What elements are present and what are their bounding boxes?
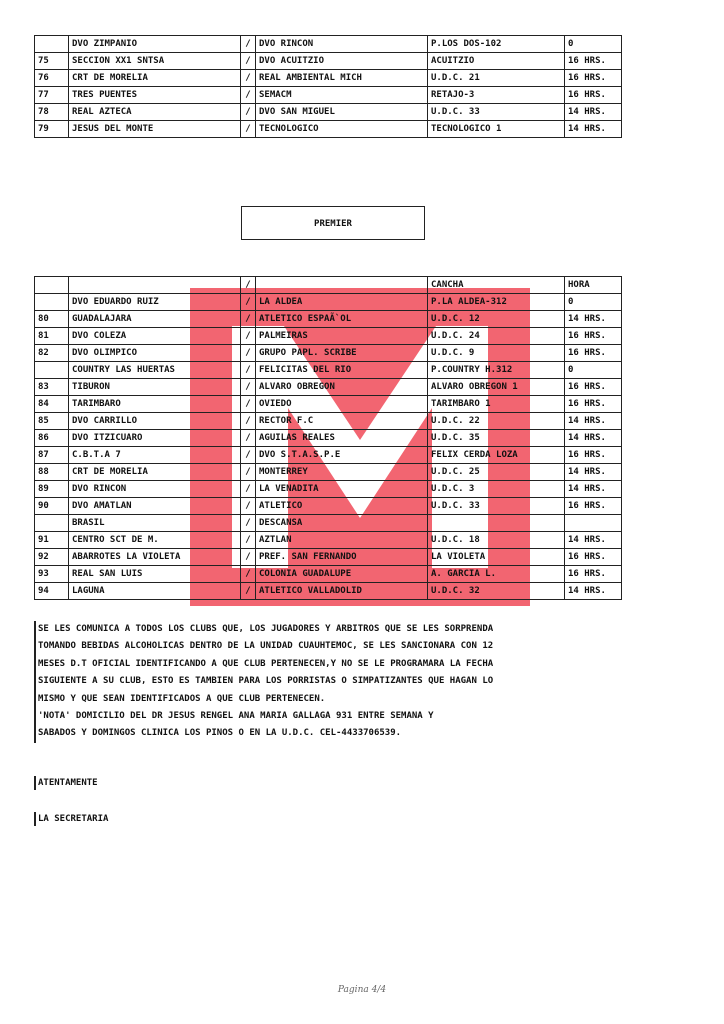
time-cell: 16 HRS. xyxy=(565,70,622,87)
separator-cell: / xyxy=(241,515,256,532)
separator-cell: / xyxy=(241,345,256,362)
away-team-cell: PALMEIRAS xyxy=(256,328,428,345)
field-cell: U.D.C. 35 xyxy=(428,430,565,447)
home-team-cell: ABARROTES LA VIOLETA xyxy=(69,549,241,566)
page-number: Pagina 4/4 xyxy=(337,985,387,995)
time-cell: 0 xyxy=(565,294,622,311)
field-cell: U.D.C. 12 xyxy=(428,311,565,328)
time-cell: 14 HRS. xyxy=(565,413,622,430)
notice-line: SE LES COMUNICA A TODOS LOS CLUBS QUE, LOS JUGADORES Y ARBITROS QUE SE LES SORPRENDA xyxy=(38,624,494,634)
field-cell: U.D.C. 33 xyxy=(428,104,565,121)
away-team-cell: AGUILAS REALES xyxy=(256,430,428,447)
notice-line: MISMO Y QUE SEAN IDENTIFICADOS A QUE CLUB PERTENECEN. xyxy=(38,693,326,704)
home-team-cell: C.B.T.A 7 xyxy=(69,447,241,464)
match-number-cell: 80 xyxy=(35,311,69,328)
match-number-cell xyxy=(35,515,69,532)
table-row xyxy=(35,70,622,87)
time-cell: 16 HRS. xyxy=(565,396,622,413)
away-team-cell xyxy=(256,277,428,294)
field-cell: TARIMBARO 1 xyxy=(428,396,565,413)
home-team-cell: CENTRO SCT DE M. xyxy=(69,532,241,549)
separator-cell: / xyxy=(241,121,256,138)
field-cell: ALVARO OBREGON 1 xyxy=(428,379,565,396)
notice-line: MESES D.T OFICIAL IDENTIFICANDO A QUE CLUB PERTENECEN,Y NO SE LE PROGRAMARA LA FECHA xyxy=(38,658,494,669)
away-team-cell: DVO SAN MIGUEL xyxy=(256,104,428,121)
time-cell: 16 HRS. xyxy=(565,345,622,362)
time-cell xyxy=(565,515,622,532)
table-row xyxy=(35,481,622,498)
notice-line: TOMANDO BEBIDAS ALCOHOLICAS DENTRO DE LA UNIDAD CUAUHTEMOC, SE LES SANCIONARA CON 12 xyxy=(38,641,494,652)
table-row xyxy=(35,345,622,362)
home-team-cell: GUADALAJARA xyxy=(69,311,241,328)
match-number-cell: 92 xyxy=(35,549,69,566)
match-number-cell: 86 xyxy=(35,430,69,447)
away-team-cell: FELICITAS DEL RIO xyxy=(256,362,428,379)
away-team-cell: ATLETICO VALLADOLID xyxy=(256,583,428,600)
time-cell: 0 xyxy=(565,362,622,379)
notice-text xyxy=(34,621,578,743)
table-row xyxy=(35,447,622,464)
separator-cell: / xyxy=(241,464,256,481)
away-team-cell: REAL AMBIENTAL MICH xyxy=(256,70,428,87)
match-number-cell: 85 xyxy=(35,413,69,430)
home-team-cell: REAL SAN LUIS xyxy=(69,566,241,583)
match-number-cell: 93 xyxy=(35,566,69,583)
home-team-cell: CRT DE MORELIA xyxy=(69,70,241,87)
separator-cell: / xyxy=(241,396,256,413)
home-team-cell: DVO ITZICUARO xyxy=(69,430,241,447)
time-cell: 14 HRS. xyxy=(565,583,622,600)
separator-cell: / xyxy=(241,87,256,104)
time-cell: HORA xyxy=(565,277,622,294)
home-team-cell xyxy=(69,277,241,294)
time-cell: 16 HRS. xyxy=(565,549,622,566)
home-team-cell: TIBURON xyxy=(69,379,241,396)
table-row xyxy=(35,362,622,379)
field-cell: LA VIOLETA xyxy=(428,549,565,566)
time-cell: 16 HRS. xyxy=(565,87,622,104)
field-cell: CANCHA xyxy=(428,277,565,294)
match-number-cell: 84 xyxy=(35,396,69,413)
match-number-cell: 91 xyxy=(35,532,69,549)
away-team-cell: ATLETICO xyxy=(256,498,428,515)
match-number-cell: 82 xyxy=(35,345,69,362)
away-team-cell: LA ALDEA xyxy=(256,294,428,311)
home-team-cell: SECCION XX1 SNTSA xyxy=(69,53,241,70)
schedule-table-premier xyxy=(34,276,622,600)
separator-cell: / xyxy=(241,583,256,600)
match-number-cell: 81 xyxy=(35,328,69,345)
separator-cell: / xyxy=(241,277,256,294)
notice-line: SIGUIENTE A SU CLUB, ESTO ES TAMBIEN PARA LOS PORRISTAS O SIMPATIZANTES QUE HAGAN LO xyxy=(38,676,494,687)
match-number-cell xyxy=(35,277,69,294)
separator-cell: / xyxy=(241,447,256,464)
away-team-cell: SEMACM xyxy=(256,87,428,104)
table-row xyxy=(35,53,622,70)
away-team-cell: DVO RINCON xyxy=(256,36,428,53)
match-number-cell xyxy=(35,362,69,379)
table-row xyxy=(35,36,622,53)
table-row xyxy=(35,549,622,566)
separator-cell: / xyxy=(241,430,256,447)
time-cell: 16 HRS. xyxy=(565,53,622,70)
field-cell: ACUITZIO xyxy=(428,53,565,70)
home-team-cell: DVO COLEZA xyxy=(69,328,241,345)
home-team-cell: JESUS DEL MONTE xyxy=(69,121,241,138)
away-team-cell: PREF. SAN FERNANDO xyxy=(256,549,428,566)
time-cell: 14 HRS. xyxy=(565,104,622,121)
away-team-cell: AZTLAN xyxy=(256,532,428,549)
time-cell: 16 HRS. xyxy=(565,498,622,515)
away-team-cell: ALVARO OBREGON xyxy=(256,379,428,396)
separator-cell: / xyxy=(241,379,256,396)
table-row xyxy=(35,379,622,396)
field-cell: FELIX CERDA LOZA xyxy=(428,447,565,464)
separator-cell: / xyxy=(241,53,256,70)
table-row xyxy=(35,498,622,515)
table-row xyxy=(35,87,622,104)
table-row xyxy=(35,464,622,481)
table-row xyxy=(35,430,622,447)
field-cell: U.D.C. 3 xyxy=(428,481,565,498)
time-cell: 16 HRS. xyxy=(565,566,622,583)
separator-cell: / xyxy=(241,70,256,87)
field-cell: U.D.C. 32 xyxy=(428,583,565,600)
table-row xyxy=(35,294,622,311)
away-team-cell: MONTERREY xyxy=(256,464,428,481)
match-number-cell: 94 xyxy=(35,583,69,600)
notice-line: 'NOTA' DOMICILIO DEL DR JESUS RENGEL ANA MARIA GALLAGA 931 ENTRE SEMANA Y xyxy=(38,711,434,722)
field-cell: P.COUNTRY H.312 xyxy=(428,362,565,379)
separator-cell: / xyxy=(241,498,256,515)
match-number-cell: 89 xyxy=(35,481,69,498)
separator-cell: / xyxy=(241,328,256,345)
home-team-cell: LAGUNA xyxy=(69,583,241,600)
home-team-cell: DVO RINCON xyxy=(69,481,241,498)
match-number-cell: 75 xyxy=(35,53,69,70)
separator-cell: / xyxy=(241,362,256,379)
closing-text: ATENTAMENTE xyxy=(34,776,98,790)
separator-cell: / xyxy=(241,104,256,121)
away-team-cell: DVO S.T.A.S.P.E xyxy=(256,447,428,464)
home-team-cell: TRES PUENTES xyxy=(69,87,241,104)
separator-cell: / xyxy=(241,413,256,430)
separator-cell: / xyxy=(241,532,256,549)
time-cell: 16 HRS. xyxy=(565,328,622,345)
table-row xyxy=(35,532,622,549)
field-cell: P.LA ALDEA-312 xyxy=(428,294,565,311)
header-row xyxy=(35,277,622,294)
time-cell: 14 HRS. xyxy=(565,532,622,549)
away-team-cell: TECNOLOGICO xyxy=(256,121,428,138)
category-title: PREMIER xyxy=(241,206,425,240)
home-team-cell: REAL AZTECA xyxy=(69,104,241,121)
away-team-cell: OVIEDO xyxy=(256,396,428,413)
table-row xyxy=(35,583,622,600)
separator-cell: / xyxy=(241,481,256,498)
notice-line: SABADOS Y DOMINGOS CLINICA LOS PINOS O EN LA U.D.C. CEL-4433706539. xyxy=(38,728,402,739)
home-team-cell: BRASIL xyxy=(69,515,241,532)
time-cell: 14 HRS. xyxy=(565,430,622,447)
match-number-cell: 77 xyxy=(35,87,69,104)
home-team-cell: DVO ZIMPANIO xyxy=(69,36,241,53)
home-team-cell: DVO AMATLAN xyxy=(69,498,241,515)
field-cell: U.D.C. 9 xyxy=(428,345,565,362)
field-cell: U.D.C. 33 xyxy=(428,498,565,515)
field-cell: U.D.C. 21 xyxy=(428,70,565,87)
field-cell: U.D.C. 25 xyxy=(428,464,565,481)
field-cell: A. GARCIA L. xyxy=(428,566,565,583)
separator-cell: / xyxy=(241,294,256,311)
time-cell: 0 xyxy=(565,36,622,53)
separator-cell: / xyxy=(241,566,256,583)
away-team-cell: LA VENADITA xyxy=(256,481,428,498)
away-team-cell: DVO ACUITZIO xyxy=(256,53,428,70)
match-number-cell: 88 xyxy=(35,464,69,481)
separator-cell: / xyxy=(241,311,256,328)
field-cell: RETAJO-3 xyxy=(428,87,565,104)
match-number-cell: 78 xyxy=(35,104,69,121)
match-number-cell: 90 xyxy=(35,498,69,515)
table-row xyxy=(35,413,622,430)
home-team-cell: CRT DE MORELIA xyxy=(69,464,241,481)
signer-text: LA SECRETARIA xyxy=(34,812,108,826)
table-row xyxy=(35,311,622,328)
time-cell: 14 HRS. xyxy=(565,311,622,328)
separator-cell: / xyxy=(241,36,256,53)
field-cell: U.D.C. 22 xyxy=(428,413,565,430)
away-team-cell: GRUPO PAPL. SCRIBE xyxy=(256,345,428,362)
separator-cell: / xyxy=(241,549,256,566)
table-row xyxy=(35,515,622,532)
home-team-cell: DVO CARRILLO xyxy=(69,413,241,430)
away-team-cell: DESCANSA xyxy=(256,515,428,532)
table-row xyxy=(35,566,622,583)
home-team-cell: DVO OLIMPICO xyxy=(69,345,241,362)
home-team-cell: COUNTRY LAS HUERTAS xyxy=(69,362,241,379)
home-team-cell: DVO EDUARDO RUIZ xyxy=(69,294,241,311)
table-row xyxy=(35,121,622,138)
time-cell: 14 HRS. xyxy=(565,464,622,481)
match-number-cell: 83 xyxy=(35,379,69,396)
field-cell: TECNOLOGICO 1 xyxy=(428,121,565,138)
table-row xyxy=(35,396,622,413)
field-cell xyxy=(428,515,565,532)
match-number-cell xyxy=(35,36,69,53)
time-cell: 14 HRS. xyxy=(565,481,622,498)
away-team-cell: COLONIA GUADALUPE xyxy=(256,566,428,583)
table-row xyxy=(35,328,622,345)
match-number-cell: 76 xyxy=(35,70,69,87)
away-team-cell: RECTOR F.C xyxy=(256,413,428,430)
match-number-cell xyxy=(35,294,69,311)
time-cell: 16 HRS. xyxy=(565,447,622,464)
schedule-table-top xyxy=(34,35,622,138)
match-number-cell: 87 xyxy=(35,447,69,464)
match-number-cell: 79 xyxy=(35,121,69,138)
time-cell: 14 HRS. xyxy=(565,121,622,138)
table-row xyxy=(35,104,622,121)
field-cell: U.D.C. 24 xyxy=(428,328,565,345)
away-team-cell: ATLETICO ESPAÃ`OL xyxy=(256,311,428,328)
field-cell: P.LOS DOS-102 xyxy=(428,36,565,53)
home-team-cell: TARIMBARO xyxy=(69,396,241,413)
time-cell: 16 HRS. xyxy=(565,379,622,396)
field-cell: U.D.C. 18 xyxy=(428,532,565,549)
